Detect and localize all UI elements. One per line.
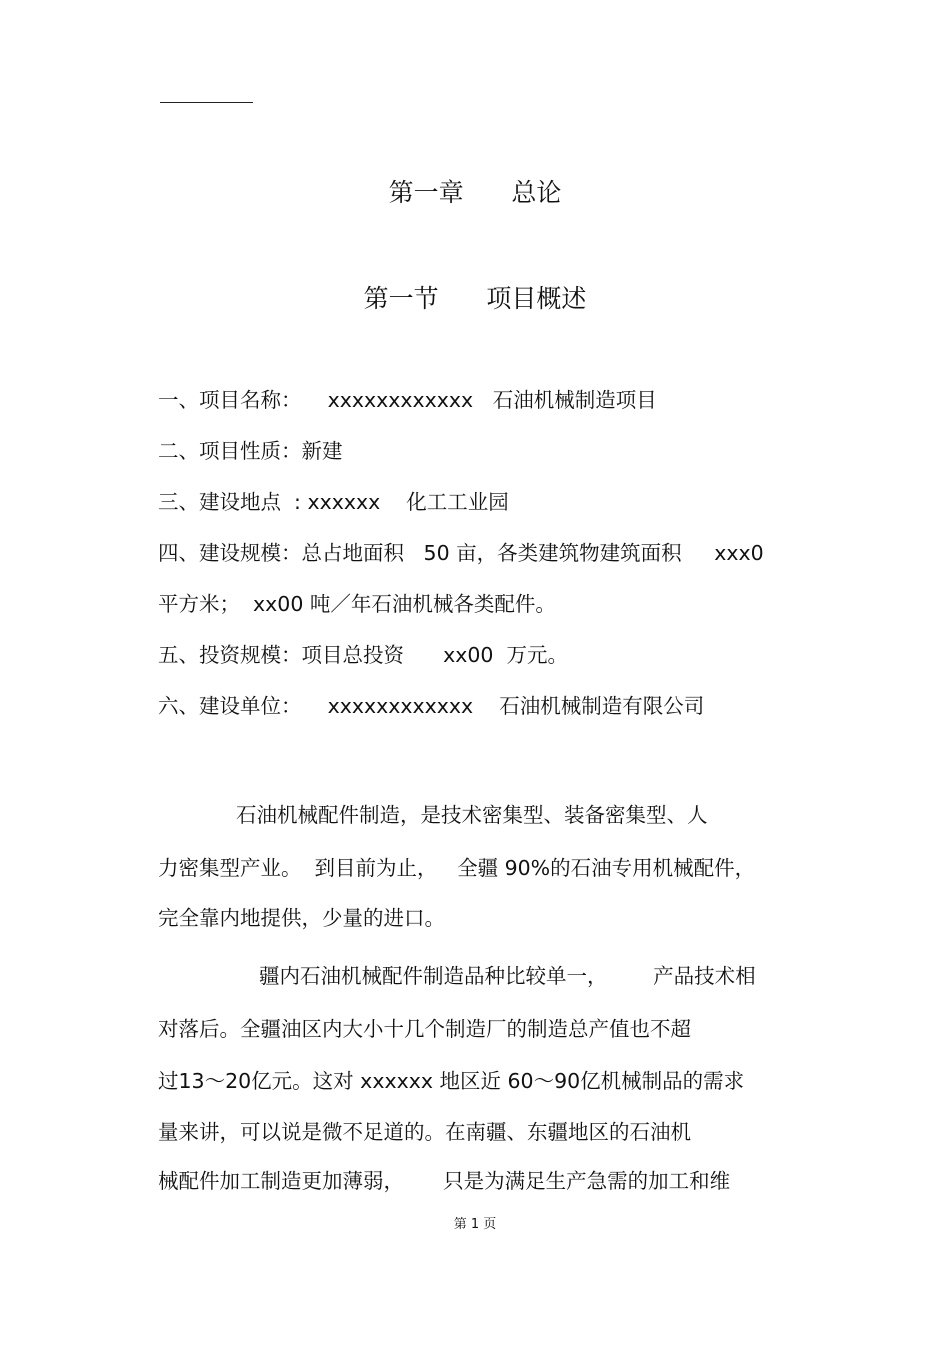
paragraph-1-line-2: 力密集型产业。 到目前为止， 全疆 90%的石油专用机械配件， — [158, 856, 756, 880]
overview-item-name: 一、项目名称： xxxxxxxxxxxx 石油机械制造项目 — [158, 388, 657, 412]
page-number: 第 1 页 — [453, 1217, 497, 1232]
overview-item-nature: 二、项目性质：新建 — [158, 439, 343, 463]
paragraph-2-line-4: 量来讲，可以说是微不足道的。在南疆、东疆地区的石油机 — [158, 1120, 691, 1144]
overview-item-scale-cont: 平方米； xx00 吨／年石油机械各类配件。 — [158, 592, 556, 616]
overview-item-unit: 六、建设单位： xxxxxxxxxxxx 石油机械制造有限公司 — [158, 694, 705, 718]
paragraph-2-line-3: 过13～20亿元。这对 xxxxxx 地区近 60～90亿机械制品的需求 — [158, 1069, 745, 1093]
paragraph-2-line-2: 对落后。全疆油区内大小十几个制造厂的制造总产值也不超 — [158, 1017, 691, 1041]
header-rule — [160, 102, 253, 103]
overview-item-scale: 四、建设规模：总占地面积 50 亩，各类建筑物建筑面积 xxx0 — [158, 541, 764, 565]
paragraph-2-line-1: 疆内石油机械配件制造品种比较单一， 产品技术相 — [259, 964, 756, 988]
section-title: 第一节 项目概述 — [363, 284, 587, 313]
paragraph-1-line-3: 完全靠内地提供，少量的进口。 — [158, 906, 445, 930]
paragraph-2-line-5: 械配件加工制造更加薄弱， 只是为满足生产急需的加工和维 — [158, 1169, 731, 1193]
chapter-title: 第一章 总论 — [388, 178, 562, 207]
overview-item-location: 三、建设地点 : xxxxxx 化工工业园 — [158, 490, 509, 514]
overview-item-investment: 五、投资规模：项目总投资 xx00 万元。 — [158, 643, 568, 667]
paragraph-1-line-1: 石油机械配件制造，是技术密集型、装备密集型、人 — [236, 803, 708, 827]
